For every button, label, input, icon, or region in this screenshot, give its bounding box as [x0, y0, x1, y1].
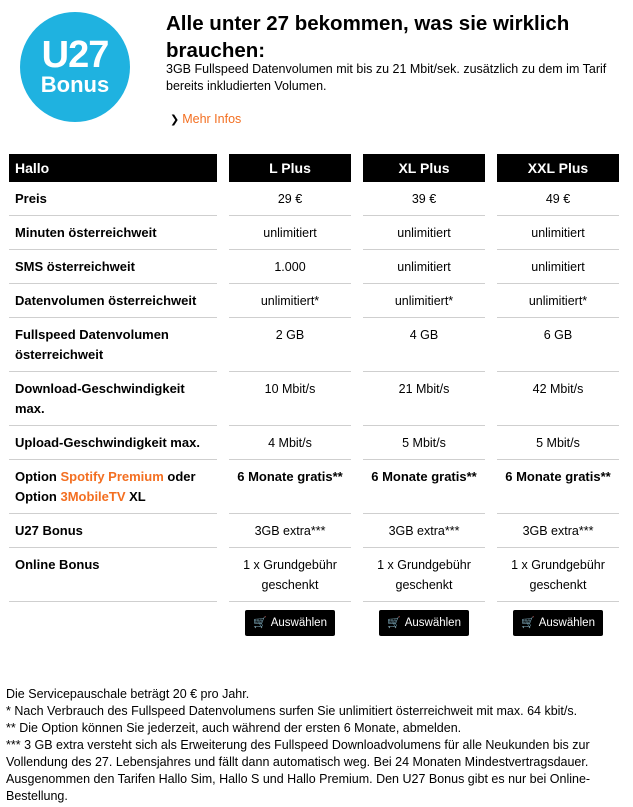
more-info-label: Mehr Infos	[182, 112, 242, 126]
table-row	[9, 216, 619, 250]
cell-value: 39 €	[363, 182, 485, 216]
table-row	[9, 250, 619, 284]
cell-value: unlimitiert	[363, 250, 485, 284]
row-label: Online Bonus	[9, 548, 217, 602]
u27-bonus-badge	[20, 12, 130, 122]
cell-value: 3GB extra***	[497, 514, 619, 548]
cell-value: 29 €	[229, 182, 351, 216]
3mobiletv-link[interactable]: 3MobileTV	[60, 489, 126, 504]
footnotes	[6, 686, 628, 805]
cell-value: 6 Monate gratis**	[497, 460, 619, 514]
cell-value: 1 x Grundgebühr geschenkt	[363, 548, 485, 602]
select-label: Auswählen	[404, 617, 461, 629]
row-label: Minuten österreichweit	[9, 216, 217, 250]
cell-value: 5 Mbit/s	[363, 426, 485, 460]
row-label-option: Option Spotify Premium oder Option 3MobileTV XL	[9, 460, 217, 514]
table-row	[9, 284, 619, 318]
cell-value: unlimitiert*	[229, 284, 351, 318]
select-xl-plus-button[interactable]	[379, 610, 469, 636]
cell-value: 1 x Grundgebühr geschenkt	[229, 548, 351, 602]
table-row	[9, 318, 619, 372]
cell-value: 10 Mbit/s	[229, 372, 351, 426]
cell-value: 6 GB	[497, 318, 619, 372]
header-xxl-plus: XXL Plus	[497, 154, 619, 182]
cell-value: 4 Mbit/s	[229, 426, 351, 460]
select-l-plus-button[interactable]	[245, 610, 335, 636]
table-row	[9, 514, 619, 548]
select-button-row	[9, 602, 619, 642]
row-label: Preis	[9, 182, 217, 216]
page-headline: Alle unter 27 bekommen, was sie wirklich brauchen:	[166, 12, 570, 62]
header-xl-plus: XL Plus	[363, 154, 485, 182]
table-row	[9, 460, 619, 514]
cell-value: 49 €	[497, 182, 619, 216]
cell-value: 1.000	[229, 250, 351, 284]
table-row	[9, 426, 619, 460]
badge-line1: U27	[41, 34, 109, 76]
footnote: ** Die Option können Sie jederzeit, auch während der ersten 6 Monate, abmelden.	[6, 721, 462, 735]
cell-value: 2 GB	[229, 318, 351, 372]
footnote: * Nach Verbrauch des Fullspeed Datenvolumens surfen Sie unlimitiert österreichweit mit max. 64 kbit/s.	[6, 704, 578, 718]
footnote: Die Servicepauschale beträgt 20 € pro Jahr.	[6, 687, 250, 701]
cell-value: unlimitiert*	[363, 284, 485, 318]
cell-value: 3GB extra***	[363, 514, 485, 548]
cart-icon: 🛒	[253, 617, 267, 629]
row-label: Fullspeed Datenvolumen österreichweit	[9, 318, 217, 372]
row-label: Datenvolumen österreichweit	[9, 284, 217, 318]
header-hallo: Hallo	[9, 154, 217, 182]
cell-value: unlimitiert	[229, 216, 351, 250]
row-label: U27 Bonus	[9, 514, 217, 548]
more-info-link[interactable]	[170, 112, 241, 126]
cell-value: unlimitiert*	[497, 284, 619, 318]
row-label: Upload-Geschwindigkeit max.	[9, 426, 217, 460]
cart-icon: 🛒	[387, 617, 401, 629]
select-label: Auswählen	[538, 617, 595, 629]
table-row	[9, 372, 619, 426]
cell-value: unlimitiert	[497, 250, 619, 284]
row-label: SMS österreichweit	[9, 250, 217, 284]
select-label: Auswählen	[270, 617, 327, 629]
spotify-premium-link[interactable]: Spotify Premium	[60, 469, 164, 484]
cell-value: 42 Mbit/s	[497, 372, 619, 426]
cell-value: unlimitiert	[363, 216, 485, 250]
cell-value: 1 x Grundgebühr geschenkt	[497, 548, 619, 602]
tariff-comparison-table	[9, 154, 619, 642]
table-header-row	[9, 154, 619, 182]
cart-icon: 🛒	[521, 617, 535, 629]
cell-value: 6 Monate gratis**	[229, 460, 351, 514]
header-l-plus: L Plus	[229, 154, 351, 182]
page-subline: 3GB Fullspeed Datenvolumen mit bis zu 21 Mbit/sek. zusätzlich zu dem im Tarif bereits inkludierten Volumen.	[166, 62, 607, 93]
cell-value: 6 Monate gratis**	[363, 460, 485, 514]
badge-line2: Bonus	[40, 72, 110, 97]
chevron-right-icon: ❯	[170, 113, 180, 126]
cell-value: 5 Mbit/s	[497, 426, 619, 460]
row-label: Download-Geschwindigkeit max.	[9, 372, 217, 426]
table-row	[9, 182, 619, 216]
cell-value: 21 Mbit/s	[363, 372, 485, 426]
cell-value: 3GB extra***	[229, 514, 351, 548]
footnote: *** 3 GB extra versteht sich als Erweiterung des Fullspeed Downloadvolumens für alle Neukunden bis zur Vollendung des 27. Lebensjahres und fällt dann automatisch weg. Bei 24 Monaten Mindestvertragsdauer. Ausgenommen den Tarifen Hallo Sim, Hallo S und Hallo Premium. Den U27 Bonus gibt es nur bei Online-Bestellung.	[6, 738, 591, 803]
select-xxl-plus-button[interactable]	[513, 610, 603, 636]
cell-value: 4 GB	[363, 318, 485, 372]
table-row	[9, 548, 619, 602]
cell-value: unlimitiert	[497, 216, 619, 250]
